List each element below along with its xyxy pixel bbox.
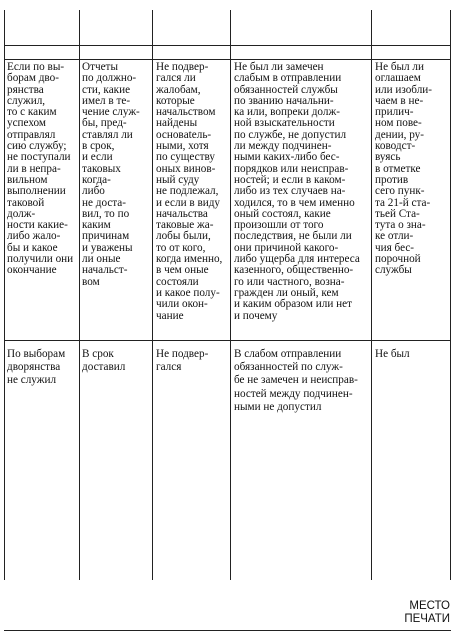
bottom-rule	[4, 630, 451, 631]
table-cell: Не подвер- гался	[156, 348, 209, 374]
table-cell: Не подвер- гался ли жалобам, которые начальством найдены основatель- ными, хотя по существу оных винов- ный суду не подлежал, и если в виду начальства таковые жа- лобы были, то от кого, когда именно, в чем оные состояли и какое полу- чили окон- чание	[156, 61, 223, 322]
column-border	[450, 10, 451, 580]
row-border	[4, 59, 451, 60]
column-border	[230, 10, 231, 580]
table-cell: Не был	[375, 348, 410, 360]
table-cell: Отчеты по должно- сти, какие имел в те- чение служ- бы, пред- ставлял ли в срок, и если таковых когда- либо не доста- вил, то по каким причинам и уважены ли оные начальст- вом	[82, 61, 140, 288]
table-cell: Не был ли замечен слабым в отправлении обязанностей службы по званию начальни- ка или, вопреки долж- ной взыскательности по службе, не допустил ли между подчинен- ными каких-либо бес- порядков или неисправ- ностей; и если в каком- либо из тех случаев на- ходился, то в чем именно оный состоял, какие произошли от того последствия, не были ли они причиной какого- либо ущерба для интереса казенного, общественно- го или частного, возна- гражден ли оный, кем и каким образом или нет и почему	[234, 61, 360, 322]
table-cell: Не был ли оглашаем или изобли- чаем в не- прилич- ном пове- дении, ру- ководст- вуясь в отметке против сего пунк- та 21-й ста- тьей Ста- тута о зна- ке отли- чия бес- порочной службы	[375, 61, 432, 277]
seal-place-label: МЕСТО ПЕЧАТИ	[404, 600, 450, 625]
column-border	[152, 10, 153, 580]
row-border	[4, 45, 451, 46]
column-border	[371, 10, 372, 580]
table-cell: По выборам дворянства не служил	[7, 348, 66, 387]
table-cell: В слабом отправлении обязанностей по служ- бе не замечен и неисправ- ностей между подчинен- ными не допустил	[234, 348, 358, 413]
table-cell: Если по вы- борам дво- рянства служил, то с каким успехом отправлял сию службу; не поступали ли в непра- вильном выполнении таковой долж- ности какие- либо жало- бы и какое получили они окончание	[7, 61, 74, 277]
row-border	[4, 340, 451, 341]
column-border	[4, 10, 5, 580]
table-cell: В срок доставил	[82, 348, 126, 374]
column-border	[79, 10, 80, 580]
